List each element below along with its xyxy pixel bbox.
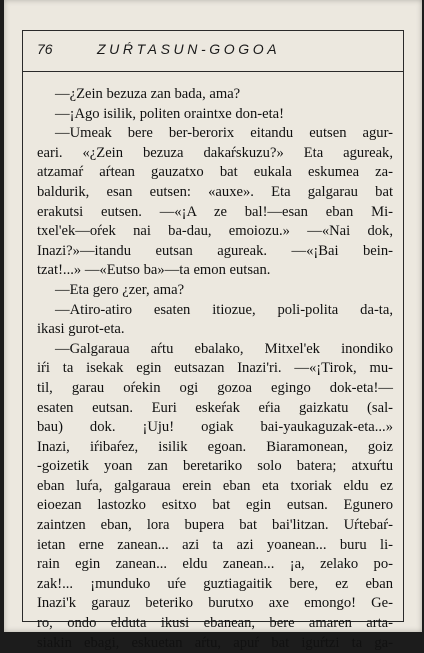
body-text [37, 85, 393, 653]
text-line: —Umeak bere ber-berorix eitandu eutsen agur- [55, 125, 393, 142]
text-line: erakutsi eutsen. —«¡A ze bal!—esan eban Mi- [37, 203, 393, 220]
page-frame [22, 30, 404, 651]
text-line: iŕi ta isekak egin eutsazan Inazi'ri. —«¡Tirok, mu- [37, 360, 393, 377]
text-line: —¿Zein bezuza zan bada, ama? [55, 86, 241, 102]
text-line: esaten eutsan. Euri eskeŕak eŕia gaizkatu (sal- [37, 399, 393, 416]
text-line: txel'ek—oŕek nai ba-dau, emoiozu.» —«Nai dok, [37, 223, 393, 240]
text-line: eban luŕa, galgaraua erein eban eta txoriak eldu ez [37, 477, 393, 494]
text-line: ietan erne zanean... azi ta azi yoanean... buru li- [37, 536, 393, 553]
text-line: atzamaŕ aŕtean gauzatxo bat eukala eskumea za- [37, 164, 393, 181]
text-line: Inazi, iŕibaŕez, isilik egoan. Biaramonean, goiz [37, 438, 393, 455]
book-page [4, 0, 422, 651]
text-line: eioezan lastozko esitxo bat egin eutsan. Egunero [37, 497, 393, 514]
text-line: —Eta gero ¿zer, ama? [55, 281, 185, 298]
text-line: rain egin zanean... eldu zanean... ¡a, zelako po- [37, 556, 393, 573]
text-line: til, garau oŕekin ogi gozoa egingo dok-eta!— [37, 379, 393, 396]
text-line: ikasi gurot-eta. [37, 321, 125, 338]
text-line: baldurik, esan eutsen: «auxe». Eta galgarau bat [37, 183, 393, 200]
text-line: —Atiro-atiro esaten itiozue, poli-polita da-ta, [55, 301, 393, 318]
text-line: Inazi?»—itandu eutsan agureak. —«¡Bai bein- [37, 242, 393, 259]
text-line: zak!... ¡munduko uŕe guztiagaitik bere, ez eban [37, 575, 393, 592]
page-number: 76 [37, 41, 53, 57]
text-line: ro, ondo elduta ikusi ebanean, bere amaren arta- [37, 615, 393, 632]
text-line: zaintzen eban, lora bupera bat bai'litzan. Uŕtebaŕ- [37, 517, 393, 534]
text-line: —¡Ago isilik, politen oraintxe don-eta! [55, 105, 284, 122]
text-line: bau) dok. ¡Uju! ogiak bai-yaukaguzak-eta...» [37, 419, 393, 436]
text-line: tzat!...» —«Eutso ba»—ta emon eutsan. [37, 262, 271, 279]
text-line: Inazi'k garauz beteriko burutxo axe emongo! Ge- [37, 595, 393, 612]
text-line: -goizetik yoan zan beretariko solo batera; atxuŕtu [37, 458, 393, 475]
text-line: eari. «¿Zein bezuza dakaŕskuzu?» Eta agureak, [37, 144, 393, 161]
page-header [23, 31, 403, 72]
running-title: ZUŔTASUN-GOGOA [97, 41, 281, 57]
text-line: siakin ebagi, eskuetan aŕtu, apuŕ bat iguŕtzi ta ga- [37, 634, 393, 651]
text-line: —Galgaraua aŕtu ebalako, Mitxel'ek inondiko [55, 340, 393, 357]
